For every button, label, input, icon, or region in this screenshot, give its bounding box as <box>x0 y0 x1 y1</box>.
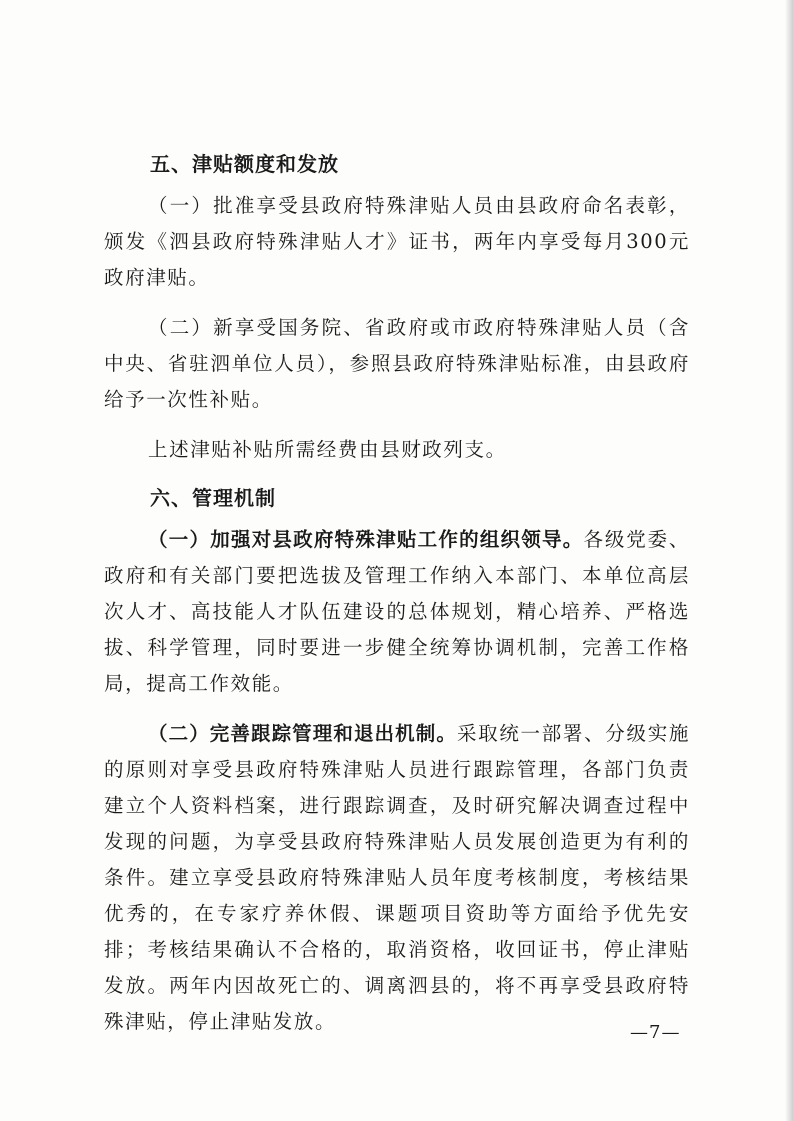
page-edge-shadow <box>785 0 793 1121</box>
section-6-item-1 <box>104 522 690 702</box>
section-6-heading: 六、管理机制 <box>150 486 276 510</box>
page-number: —7— <box>630 1022 681 1043</box>
section-6-item-2 <box>104 716 690 1040</box>
section-6-item-1-body: 各级党委、政府和有关部门要把选拔及管理工作纳入本部门、本单位高层次人才、高技能人才队伍建设的总体规划，精心培养、严格选拔、科学管理，同时要进一步健全统筹协调机制，完善工作格局，提高工作效能。 <box>104 528 690 695</box>
section-5-paragraph-1: （一）批准享受县政府特殊津贴人员由县政府命名表彰，颁发《泗县政府特殊津贴人才》证书，两年内享受每月300元政府津贴。 <box>104 194 690 289</box>
section-6-item-2-body: 采取统一部署、分级实施的原则对享受县政府特殊津贴人员进行跟踪管理，各部门负责建立个人资料档案，进行跟踪调查，及时研究解决调查过程中发现的问题，为享受县政府特殊津贴人员发展创造更为有利的条件。建立享受县政府特殊津贴人员年度考核制度，考核结果优秀的，在专家疗养休假、课题项目资助等方面给予优先安排；考核结果确认不合格的，取消资格，收回证书，停止津贴发放。两年内因故死亡的、调离泗县的，将不再享受县政府特殊津贴，停止津贴发放。 <box>104 722 690 1033</box>
section-5-paragraph-2: （二）新享受国务院、省政府或市政府特殊津贴人员（含中央、省驻泗单位人员），参照县政府特殊津贴标准，由县政府给予一次性补贴。 <box>104 316 690 411</box>
section-6-item-2-lead: （二）完善跟踪管理和退出机制。 <box>148 722 457 745</box>
section-5-paragraph-3: 上述津贴补贴所需经费由县财政列支。 <box>148 438 507 461</box>
section-5-heading: 五、津贴额度和发放 <box>150 152 339 176</box>
document-body <box>104 140 690 1054</box>
section-6-item-1-lead: （一）加强对县政府特殊津贴工作的组织领导。 <box>148 528 584 551</box>
